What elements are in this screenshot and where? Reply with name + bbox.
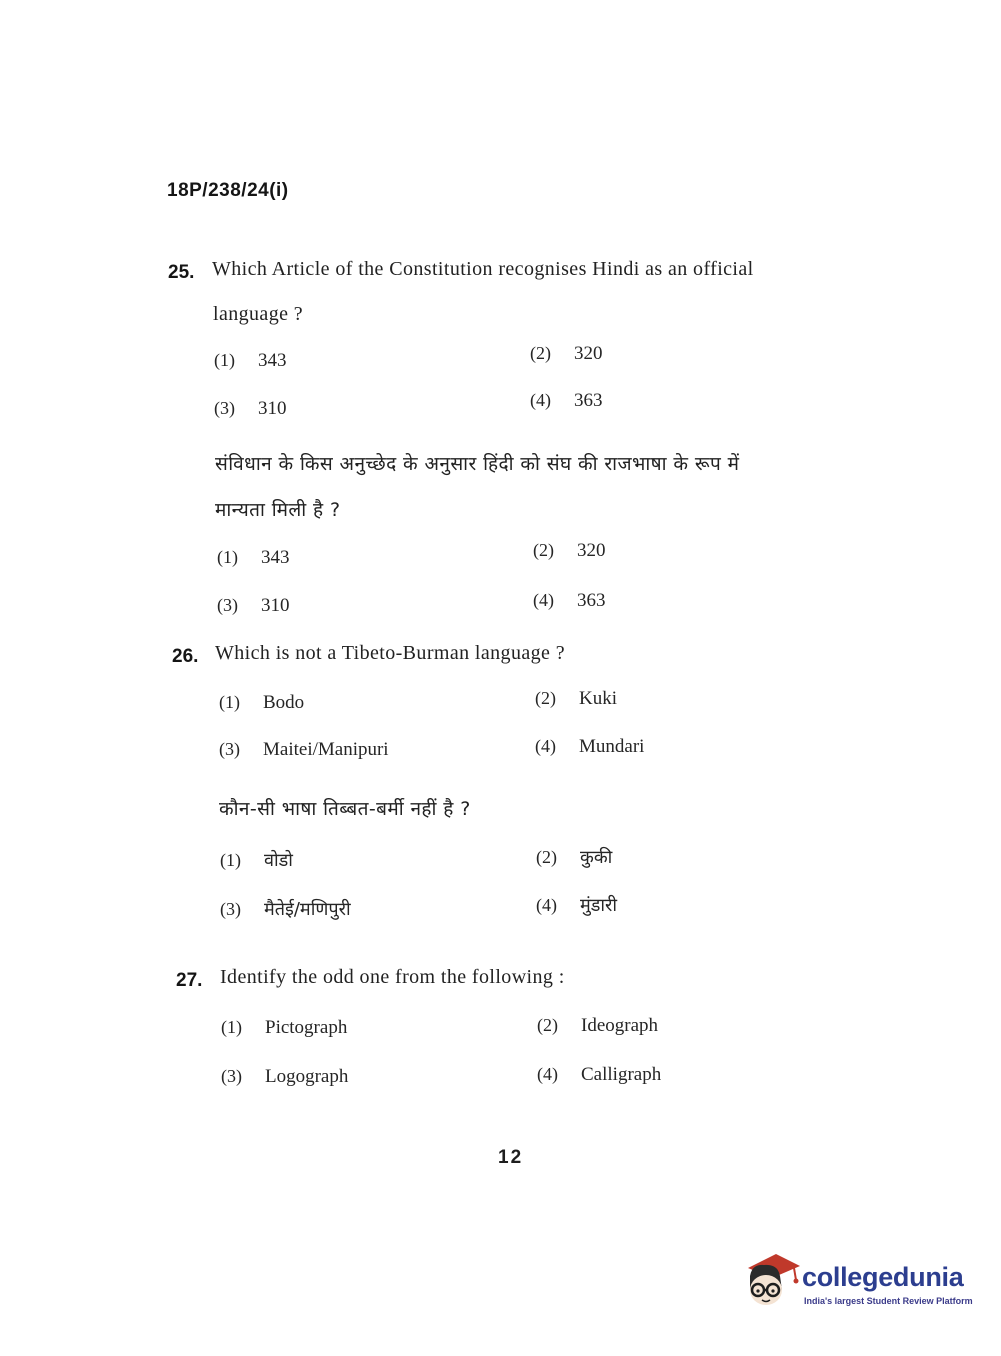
option-number: (4) — [533, 590, 554, 610]
option-text: 343 — [258, 350, 287, 371]
option-number: (4) — [530, 390, 551, 410]
question-26-option-2-hi — [536, 845, 612, 869]
option-number: (1) — [219, 692, 240, 712]
option-text: Bodo — [263, 692, 305, 713]
option-text: Calligraph — [581, 1064, 662, 1085]
option-text: 363 — [574, 390, 603, 411]
graduate-mascot-icon — [742, 1250, 800, 1308]
question-25-option-1-hi — [217, 547, 290, 569]
question-26-option-2-en — [535, 688, 617, 710]
question-25-text-en-line2: language ? — [213, 303, 304, 325]
option-text: Ideograph — [581, 1015, 659, 1036]
option-text: वोडो — [264, 850, 293, 871]
question-25-option-4-hi — [533, 590, 606, 612]
option-number: (4) — [537, 1064, 558, 1084]
question-26-option-3-hi — [220, 897, 351, 921]
option-text: Logograph — [265, 1066, 349, 1087]
option-number: (3) — [221, 1066, 242, 1086]
question-26-number: 26. — [172, 646, 199, 667]
option-text: 343 — [261, 547, 290, 568]
question-25-text-hi-line2: मान्यता मिली है ? — [215, 499, 341, 521]
option-text: मैतेई/मणिपुरी — [264, 899, 351, 920]
question-26-option-4-hi — [536, 893, 617, 917]
question-25-number: 25. — [168, 262, 195, 283]
question-25-option-2-en — [530, 343, 603, 365]
option-number: (3) — [220, 899, 241, 919]
question-26-option-4-en — [535, 736, 644, 758]
question-25-option-3-en — [214, 398, 287, 420]
question-27-option-1-en — [221, 1017, 347, 1039]
option-number: (2) — [530, 343, 551, 363]
question-25-text-hi-line1: संविधान के किस अनुच्छेद के अनुसार हिंदी को संघ की राजभाषा के रूप में — [215, 453, 740, 475]
question-26-option-3-en — [219, 739, 389, 761]
option-number: (2) — [537, 1015, 558, 1035]
option-text: Mundari — [579, 736, 645, 757]
option-number: (2) — [536, 847, 557, 867]
option-number: (3) — [219, 739, 240, 759]
collegedunia-logo — [742, 1250, 972, 1312]
option-text: Maitei/Manipuri — [263, 739, 389, 760]
page-number: 12 — [498, 1147, 524, 1168]
option-number: (2) — [535, 688, 556, 708]
question-25-option-4-en — [530, 390, 603, 412]
option-text: मुंडारी — [580, 895, 618, 916]
option-number: (1) — [221, 1017, 242, 1037]
brand-name: collegedunia — [802, 1262, 964, 1292]
option-number: (2) — [533, 540, 554, 560]
option-number: (1) — [214, 350, 235, 370]
option-text: 363 — [577, 590, 606, 611]
option-text: कुकी — [580, 847, 613, 868]
question-25-option-2-hi — [533, 540, 606, 562]
option-number: (1) — [220, 850, 241, 870]
question-25-text-en-line1: Which Article of the Constitution recognises Hindi as an official — [212, 258, 754, 280]
question-27-text-en: Identify the odd one from the following : — [220, 966, 565, 988]
option-text: 310 — [261, 595, 290, 616]
option-text: 320 — [574, 343, 603, 364]
question-26-text-hi: कौन-सी भाषा तिब्बत-बर्मी नहीं है ? — [219, 798, 471, 820]
option-number: (3) — [214, 398, 235, 418]
option-text: Pictograph — [265, 1017, 348, 1038]
question-25-option-1-en — [214, 350, 287, 372]
question-26-option-1-en — [219, 692, 304, 714]
option-number: (4) — [536, 895, 557, 915]
option-number: (4) — [535, 736, 556, 756]
question-27-number: 27. — [176, 970, 203, 991]
option-text: 320 — [577, 540, 606, 561]
option-number: (1) — [217, 547, 238, 567]
page-code: 18P/238/24(i) — [167, 180, 289, 201]
option-text: 310 — [258, 398, 287, 419]
question-26-text-en: Which is not a Tibeto-Burman language ? — [215, 642, 565, 664]
question-26-option-1-hi — [220, 848, 293, 872]
question-27-option-2-en — [537, 1015, 658, 1037]
option-text: Kuki — [579, 688, 617, 709]
question-27-option-4-en — [537, 1064, 661, 1086]
option-number: (3) — [217, 595, 238, 615]
question-25-option-3-hi — [217, 595, 290, 617]
question-27-option-3-en — [221, 1066, 348, 1088]
brand-tagline: India's largest Student Review Platform — [804, 1296, 973, 1306]
